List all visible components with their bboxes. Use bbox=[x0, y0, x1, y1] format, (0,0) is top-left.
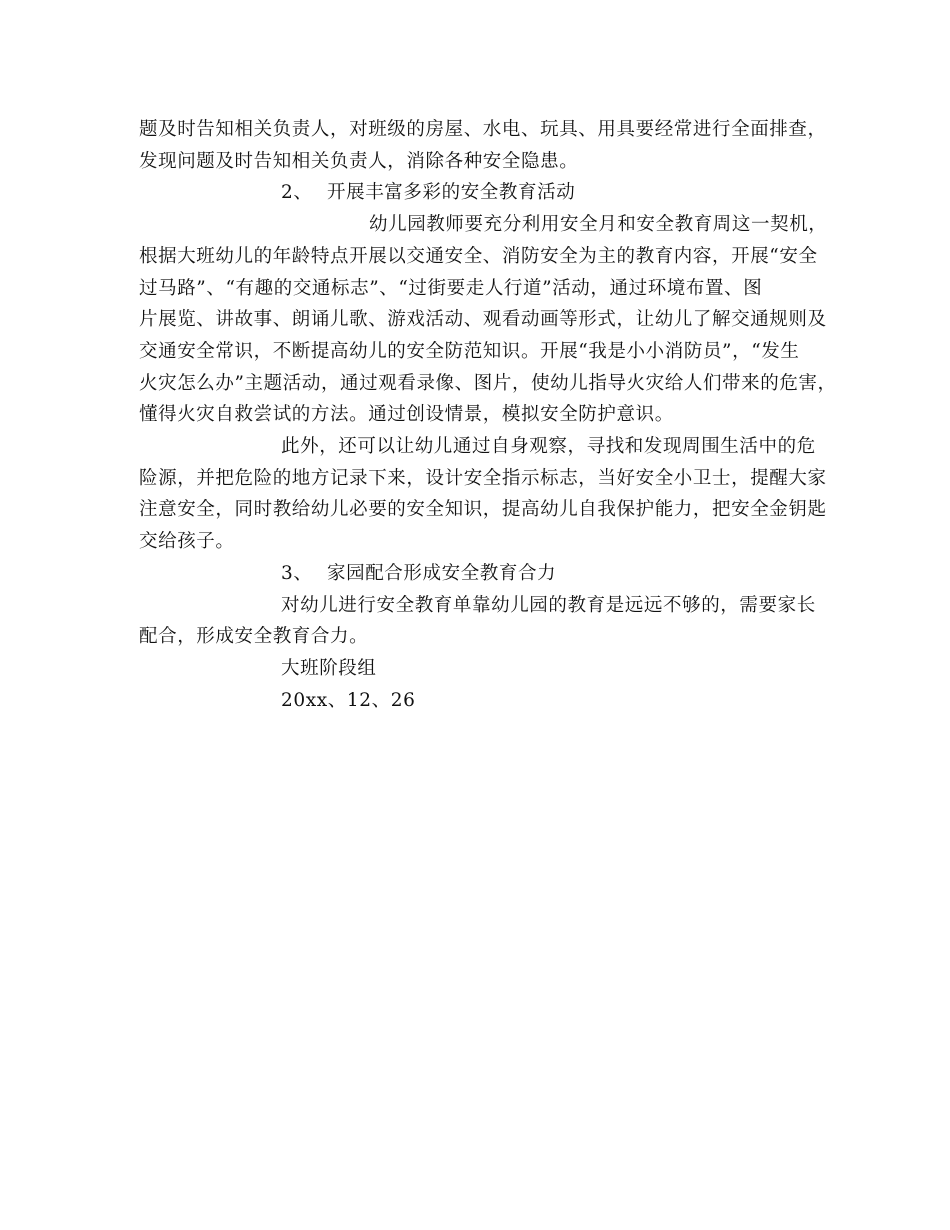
text-line: 险源，并把危险的地方记录下来，设计安全指示标志，当好安全小卫士，提醒大家 bbox=[139, 467, 827, 489]
section-title: 开展丰富多彩的安全教育活动 bbox=[327, 182, 576, 204]
text-line: 交给孩子。 bbox=[139, 531, 235, 553]
section-title: 家园配合形成安全教育合力 bbox=[327, 562, 557, 584]
text-line: 注意安全，同时教给幼儿必要的安全知识，提高幼儿自我保护能力，把安全金钥匙 bbox=[139, 499, 827, 521]
section-heading-3 bbox=[139, 558, 829, 590]
section-number: 3、 bbox=[281, 562, 313, 584]
text-line: 幼儿园教师要充分利用安全月和安全教育周这一契机， bbox=[369, 214, 828, 236]
section-number: 2、 bbox=[281, 182, 313, 204]
text-line: 片展览、讲故事、朗诵儿歌、游戏活动、观看动画等形式，让幼儿了解交通规则及 bbox=[139, 309, 827, 331]
text-line: 发现问题及时告知相关负责人，消除各种安全隐患。 bbox=[139, 150, 579, 172]
text-line: 题及时告知相关负责人，对班级的房屋、水电、玩具、用具要经常进行全面排查， bbox=[139, 119, 827, 140]
text-line: 根据大班幼儿的年龄特点开展以交通安全、消防安全为主的教育内容，开展“安全 bbox=[139, 245, 818, 267]
text-line: 配合，形成安全教育合力。 bbox=[139, 626, 369, 648]
text-line: 过马路”、“有趣的交通标志”、“过街要走人行道”活动，通过环境布置、图 bbox=[139, 277, 763, 299]
section-heading-2 bbox=[139, 177, 829, 209]
text-line: 此外，还可以让幼儿通过自身观察，寻找和发现周围生活中的危 bbox=[281, 436, 816, 458]
signature-group: 大班阶段组 bbox=[281, 657, 377, 679]
document-body bbox=[139, 114, 837, 716]
text-line: 火灾怎么办”主题活动，通过观看录像、图片，使幼儿指导火灾给人们带来的危害， bbox=[139, 372, 837, 394]
text-line: 对幼儿进行安全教育单靠幼儿园的教育是远远不够的，需要家长 bbox=[281, 594, 816, 616]
signature-date: 20xx、12、26 bbox=[281, 689, 416, 711]
text-line: 懂得火灾自救尝试的方法。通过创设情景，模拟安全防护意识。 bbox=[139, 404, 674, 426]
text-line: 交通安全常识，不断提高幼儿的安全防范知识。开展“我是小小消防员”，“发生 bbox=[139, 340, 800, 362]
